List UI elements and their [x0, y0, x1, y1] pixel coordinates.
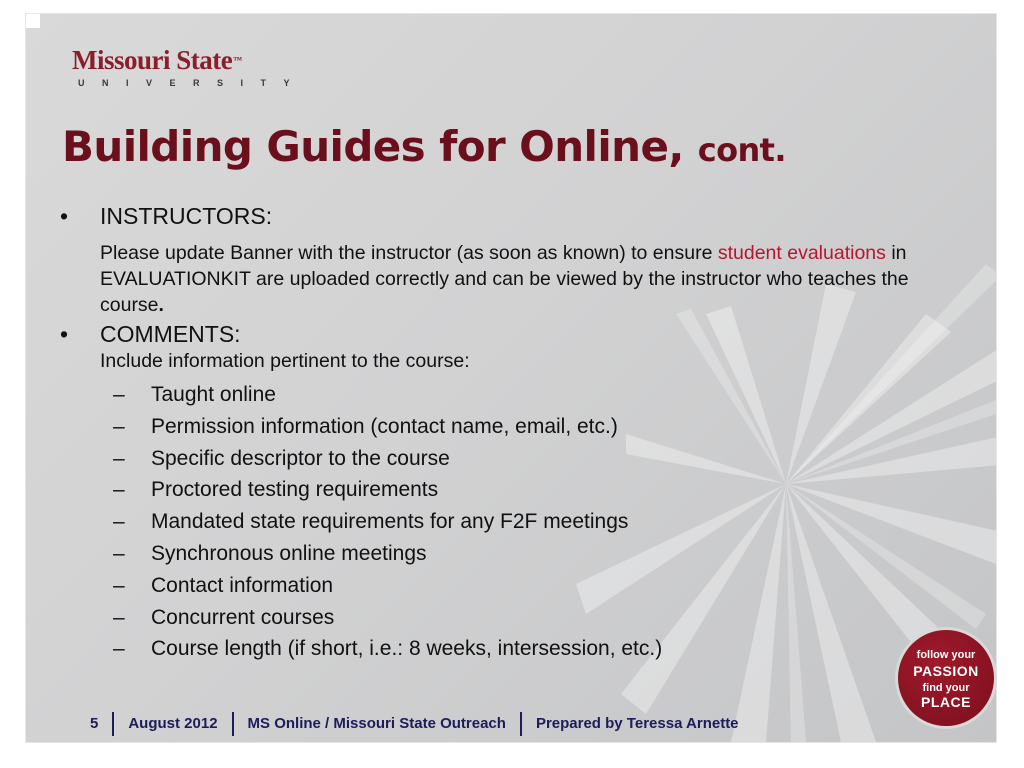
dash-marker: – [113, 573, 125, 597]
badge-line-3: find your [922, 682, 970, 694]
badge-line-4: PLACE [921, 694, 971, 710]
list-item-text: Synchronous online meetings [151, 541, 427, 565]
badge-line-1: follow your [916, 649, 976, 661]
footer-org: MS Online / Missouri State Outreach [247, 714, 506, 732]
comments-intro: Include information pertinent to the course: [100, 350, 470, 372]
list-item-text: Mandated state requirements for any F2F meetings [151, 510, 629, 534]
list-item-text: Proctored testing requirements [151, 478, 439, 502]
page-number: 5 [90, 714, 99, 732]
dash-marker: – [113, 510, 125, 534]
footer-prepared-by: Prepared by Teressa Arnette [535, 714, 739, 732]
footer-divider [232, 712, 234, 736]
dash-marker: – [113, 637, 125, 661]
list-item-text: Concurrent courses [151, 605, 335, 629]
logo-subtitle: UNIVERSITY [78, 78, 308, 88]
logo-wordmark: Missouri State [72, 45, 233, 75]
instructors-text-after: in EVALUATIONKIT are uploaded correctly and can be viewed by the instructor who teaches the course [100, 242, 909, 316]
footer-date: August 2012 [128, 714, 218, 732]
title-main: Building Guides for Online, [62, 122, 698, 171]
instructors-label: INSTRUCTORS: [100, 203, 273, 229]
student-evaluations-highlight: student evaluations [717, 242, 886, 264]
instructors-text-end: . [158, 294, 164, 316]
list-item-text: Permission information (contact name, email, etc.) [151, 414, 618, 438]
dash-marker: – [113, 446, 125, 470]
university-logo [72, 46, 307, 88]
bullet-marker: • [60, 321, 69, 347]
footer-divider [112, 712, 114, 736]
badge-line-2: PASSION [913, 663, 979, 679]
bullet-marker: • [60, 203, 69, 229]
logo-trademark: ™ [233, 55, 242, 65]
slide-footer [90, 712, 739, 736]
footer-divider [520, 712, 522, 736]
slide-title [62, 122, 786, 171]
dash-marker: – [113, 605, 125, 629]
dash-marker: – [113, 478, 125, 502]
instructors-text-before: Please update Banner with the instructor (as soon as known) to ensure [100, 242, 718, 264]
dash-marker: – [113, 383, 125, 406]
comments-label: COMMENTS: [100, 321, 241, 347]
title-cont: cont. [697, 131, 786, 169]
list-item-text: Taught online [151, 383, 276, 406]
dash-marker: – [113, 541, 125, 565]
list-item-text: Contact information [151, 573, 334, 597]
list-item-text: Course length (if short, i.e.: 8 weeks, intersession, etc.) [151, 637, 663, 661]
list-item-text: Specific descriptor to the course [151, 446, 450, 470]
dash-marker: – [113, 414, 125, 438]
corner-tab [26, 14, 40, 28]
follow-your-passion-badge [898, 630, 994, 726]
instructors-paragraph [100, 240, 920, 318]
